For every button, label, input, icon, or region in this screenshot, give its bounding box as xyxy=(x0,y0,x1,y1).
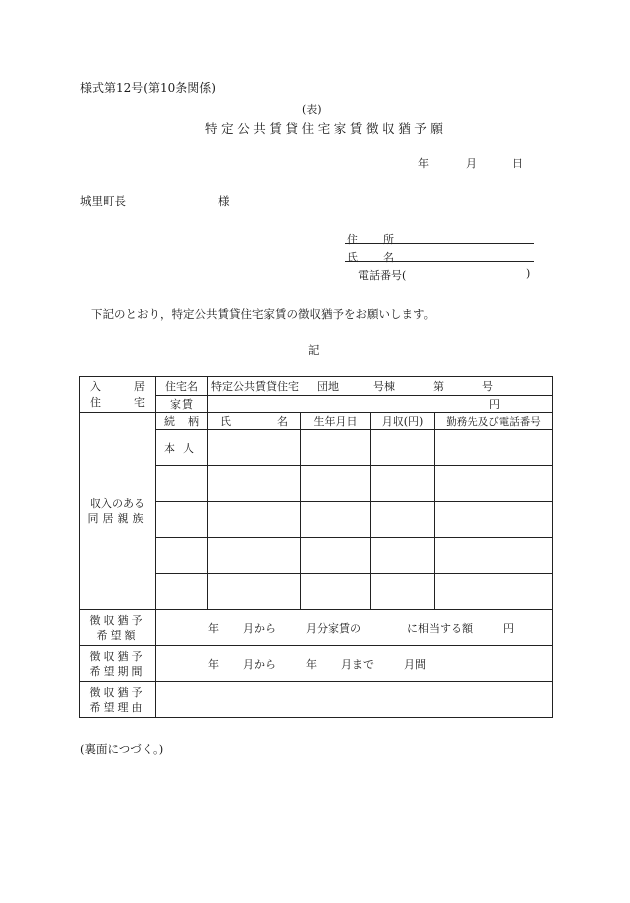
period-months: 月間 xyxy=(404,657,426,671)
relation-field[interactable] xyxy=(156,466,208,502)
housing-name-row xyxy=(80,377,553,396)
name-field[interactable] xyxy=(208,502,301,538)
resident-housing-label xyxy=(80,377,156,413)
birth-field[interactable] xyxy=(301,466,371,502)
resident-label-1b: 居 xyxy=(134,379,145,393)
resident-label-1a: 入 xyxy=(90,379,101,393)
relation-field[interactable] xyxy=(156,574,208,610)
family-label-2: 同居親族 xyxy=(87,512,148,525)
work-field[interactable] xyxy=(435,502,553,538)
income-field[interactable] xyxy=(371,502,435,538)
period-year-2: 年 xyxy=(306,657,317,671)
birth-field[interactable] xyxy=(301,574,371,610)
ki-label: 記 xyxy=(308,343,320,357)
amount-from: 月から xyxy=(243,621,276,635)
address-label-2: 所 xyxy=(383,233,394,246)
period-from: 月から xyxy=(243,657,276,671)
self-work-field[interactable] xyxy=(435,430,553,466)
phone-label: 電話番号( xyxy=(358,269,407,282)
income-field[interactable] xyxy=(371,538,435,574)
side-label: (表) xyxy=(302,103,322,116)
col-relation-1: 続 xyxy=(164,415,175,428)
name-field[interactable] xyxy=(208,538,301,574)
housing-name-field[interactable] xyxy=(208,377,553,396)
period-field[interactable] xyxy=(156,646,553,682)
period-label-1: 徴収猶予 xyxy=(89,649,146,663)
rent-label-2: 賃 xyxy=(182,398,193,411)
danchi-label: 団地 xyxy=(317,380,339,393)
rent-label-1: 家 xyxy=(170,398,181,411)
birth-field[interactable] xyxy=(301,538,371,574)
col-relation-header xyxy=(156,413,208,430)
self-label-2: 人 xyxy=(183,442,194,455)
phone-close: ) xyxy=(526,267,531,280)
addressee-honorific: 様 xyxy=(218,194,230,208)
relation-field[interactable] xyxy=(156,538,208,574)
self-birth-field[interactable] xyxy=(301,430,371,466)
work-field[interactable] xyxy=(435,466,553,502)
self-income-field[interactable] xyxy=(371,430,435,466)
family-header-row xyxy=(80,413,553,430)
name-field[interactable] xyxy=(208,574,301,610)
rent-label xyxy=(156,396,208,413)
page-title: 特定公共賃貸住宅家賃徴収猶予願 xyxy=(205,121,447,136)
col-name-2: 名 xyxy=(277,415,288,428)
income-field[interactable] xyxy=(371,574,435,610)
relation-field[interactable] xyxy=(156,502,208,538)
amount-monthly: 月分家賃の xyxy=(306,621,361,635)
addressee-name: 城里町長 xyxy=(80,194,126,208)
housing-prefix: 特定公共賃貸住宅 xyxy=(211,380,299,393)
period-until: 月まで xyxy=(341,657,374,671)
family-label-1: 収入のある xyxy=(90,497,145,510)
name-label-1: 氏 xyxy=(347,251,358,264)
date-month-label: 月 xyxy=(466,157,477,170)
col-name-1: 氏 xyxy=(220,415,231,428)
continued-note: (裏面につづく。) xyxy=(80,742,164,756)
reason-label xyxy=(80,682,156,718)
go-tou-label: 号棟 xyxy=(373,380,395,393)
amount-label xyxy=(80,610,156,646)
housing-name-label: 住宅名 xyxy=(156,377,208,396)
name-label-2: 名 xyxy=(383,251,394,264)
birth-field[interactable] xyxy=(301,502,371,538)
reason-label-2: 希望理由 xyxy=(89,700,146,714)
form-number: 様式第12号(第10条関係) xyxy=(80,81,216,95)
rent-field[interactable]: 円 xyxy=(208,396,553,413)
amount-label-2: 希望額 xyxy=(96,628,139,642)
self-label xyxy=(156,430,208,466)
address-underline xyxy=(345,243,534,244)
period-year-1: 年 xyxy=(208,657,219,671)
income-field[interactable] xyxy=(371,466,435,502)
amount-label-1: 徴収猶予 xyxy=(89,613,146,627)
work-field[interactable] xyxy=(435,538,553,574)
work-field[interactable] xyxy=(435,574,553,610)
col-income-header: 月収(円) xyxy=(371,413,435,430)
reason-label-1: 徴収猶予 xyxy=(89,685,146,699)
resident-label-2b: 宅 xyxy=(134,395,145,409)
amount-equiv: に相当する額 xyxy=(407,621,473,635)
col-relation-2: 柄 xyxy=(188,415,199,428)
name-field[interactable] xyxy=(208,466,301,502)
period-label-2: 希望期間 xyxy=(89,664,146,678)
date-day-label: 日 xyxy=(512,157,523,170)
amount-field[interactable] xyxy=(156,610,553,646)
name-underline xyxy=(345,261,534,262)
amount-yen: 円 xyxy=(503,621,514,635)
col-name-header xyxy=(208,413,301,430)
col-birth-header: 生年月日 xyxy=(301,413,371,430)
reason-row xyxy=(80,682,553,718)
application-table xyxy=(79,376,553,718)
period-row xyxy=(80,646,553,682)
request-statement: 下記のとおり，特定公共賃貸住宅家賃の徴収猶予をお願いします。 xyxy=(91,307,436,321)
dai-label: 第 xyxy=(433,380,444,393)
address-label-1: 住 xyxy=(347,233,358,246)
family-label xyxy=(80,413,156,610)
amount-row xyxy=(80,610,553,646)
amount-year: 年 xyxy=(208,621,219,635)
period-label xyxy=(80,646,156,682)
self-name-field[interactable] xyxy=(208,430,301,466)
resident-label-2a: 住 xyxy=(90,395,101,409)
go-label: 号 xyxy=(482,380,493,393)
col-work-header: 勤務先及び電話番号 xyxy=(435,413,553,430)
date-year-label: 年 xyxy=(418,157,429,170)
self-label-1: 本 xyxy=(164,442,175,455)
reason-field[interactable] xyxy=(156,682,553,718)
